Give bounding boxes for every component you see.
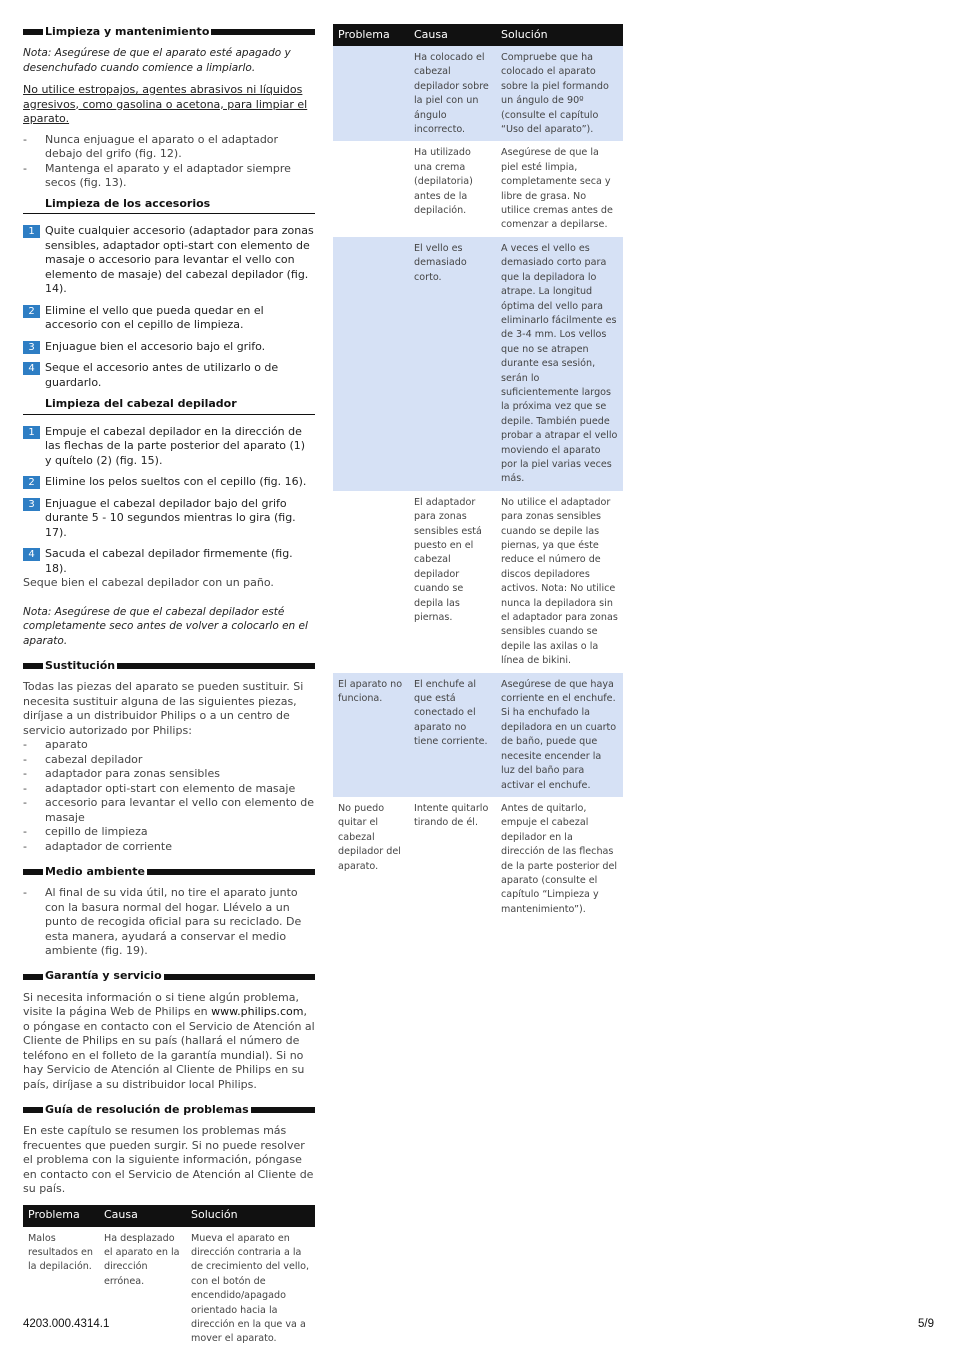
step-item: 3 Enjuague bien el accesorio bajo el grifo. [23, 340, 315, 355]
cell-problem [333, 491, 409, 673]
section-heading-warranty: Garantía y servicio [23, 969, 315, 985]
philips-link[interactable]: www.philips.com [211, 1005, 304, 1018]
list-item: - adaptador de corriente [23, 840, 315, 855]
cell-cause: El vello es demasiado corto. [409, 237, 496, 491]
list-item: - Mantenga el aparato y el adaptador siempre secos (fig. 13). [23, 162, 315, 191]
header-problem: Problema [333, 24, 409, 46]
note-cleaning: Nota: Asegúrese de que el aparato esté apagado y desenchufado cuando comience a limpiarlo. [23, 47, 291, 74]
cell-cause: Ha desplazado el aparato en la dirección errónea. [104, 1232, 180, 1287]
cell-problem: No puedo quitar el cabezal depilador del aparato. [338, 802, 401, 872]
section-heading-cleaning: Limpieza y mantenimiento [23, 24, 315, 40]
cell-cause: Ha colocado el cabezal depilador sobre la piel con un ángulo incorrecto. [409, 46, 496, 141]
list-item: - accesorio para levantar el vello con elemento de masaje [23, 796, 315, 825]
step-number: 1 [23, 225, 40, 238]
warranty-text: Si necesita información o si tiene algún problema, visite la página Web de Philips en www.philips.com, o póngase en contacto con el Servicio de Atención al Cliente de Philips en su país (hallará el número de teléfono en el folleto de la garantía mundial). Si no hay Servicio de Atención al Cliente de Philips en su país, diríjase a su distribuidor local Philips. [23, 990, 315, 1091]
list-item: - Al final de su vida útil, no tire el aparato junto con la basura normal del hogar. Llévelo a un punto de recogida oficial para su reciclado. De esta manera, ayudará a conservar el medio ambiente (fig. 19). [23, 886, 315, 959]
step-item: 2 Elimine el vello que pueda quedar en el accesorio con el cepillo de limpieza. [23, 304, 315, 333]
header-problem: Problema [23, 1205, 99, 1227]
left-column [23, 24, 315, 1350]
cell-problem: El aparato no funciona. [333, 673, 409, 797]
environment-list [23, 886, 315, 959]
cell-solution: A veces el vello es demasiado corto para que la depiladora lo atrape. La longitud óptima del vello para eliminarlo fácilmente es de 3-4 mm. Los vellos que no se atrapen durante esa sesión, serán lo suficientemente largos la próxima vez que se depile. También puede probar a atrapar el vello moviendo el aparato por la piel varias veces más. [496, 237, 623, 491]
step-number: 3 [23, 498, 40, 511]
list-item: - adaptador para zonas sensibles [23, 767, 315, 782]
replacement-text: Todas las piezas del aparato se pueden sustituir. Si necesita sustituir alguna de las siguientes piezas, diríjase a un distribuidor Philips o a un centro de servicio autorizado por Philips: [23, 680, 304, 737]
cell-solution: Antes de quitarlo, empuje el cabezal depilador en la dirección de las flechas de la parte posterior del aparato (consulte el capítulo “Limpieza y mantenimiento”). [501, 802, 618, 915]
step-number: 1 [23, 426, 40, 439]
cell-cause: El adaptador para zonas sensibles está puesto en el cabezal depilador cuando se depila las piernas. [414, 496, 482, 624]
header-cause: Causa [409, 24, 496, 46]
head-after-text: Seque bien el cabezal depilador con un paño. [23, 576, 274, 589]
list-item: - cepillo de limpieza [23, 825, 315, 840]
table-row [333, 46, 623, 141]
header-solution: Solución [496, 24, 623, 46]
subheading-epilating-head: Limpieza del cabezal depilador [23, 397, 315, 415]
section-heading-environment: Medio ambiente [23, 864, 315, 880]
cleaning-list [23, 133, 315, 191]
step-number: 3 [23, 341, 40, 354]
cell-problem [333, 141, 409, 236]
cell-solution: Asegúrese de que la piel esté limpia, completamente seca y libre de grasa. No utilice cremas antes de comenzar a depilarse. [501, 147, 613, 231]
cell-solution: No utilice el adaptador para zonas sensibles cuando se depile las piernas, ya que éste reduce el número de discos depiladores activos. Nota: No utilice nunca la depiladora sin el adaptador para zonas sensibles cuando se depile las axilas o la línea de bikini. [501, 496, 618, 667]
replacement-list [23, 738, 315, 854]
right-column [333, 24, 623, 921]
troubleshooting-table-right [333, 24, 623, 921]
step-item: 4 Sacuda el cabezal depilador firmemente (fig. 18). [23, 547, 315, 576]
table-row [333, 673, 623, 797]
step-number: 2 [23, 476, 40, 489]
step-number: 2 [23, 305, 40, 318]
step-number: 4 [23, 548, 40, 561]
table-row [333, 797, 623, 921]
step-item: 4 Seque el accesorio antes de utilizarlo o de guardarlo. [23, 361, 315, 390]
warning-cleaning: No utilice estropajos, agentes abrasivos ni líquidos agresivos, como gasolina o acetona, para limpiar el aparato. [23, 83, 308, 125]
section-heading-replacement: Sustitución [23, 658, 315, 674]
troubleshooting-text: En este capítulo se resumen los problemas más frecuentes que pueden surgir. Si no puede resolver el problema con la siguiente información, póngase en contacto con el Servicio de Atención al Cliente de su país. [23, 1124, 314, 1195]
page-number: 5/9 [918, 1318, 934, 1330]
accessories-steps [23, 224, 315, 390]
cell-cause: Intente quitarlo tirando de él. [414, 802, 489, 829]
step-item: 1 Empuje el cabezal depilador en la dirección de las flechas de la parte posterior del aparato (1) y quítelo (2) (fig. 15). [23, 425, 315, 469]
step-number: 4 [23, 362, 40, 375]
table-row [333, 141, 623, 236]
cell-problem: Malos resultados en la depilación. [28, 1232, 94, 1273]
table-row [333, 491, 623, 673]
head-steps [23, 425, 315, 577]
cell-cause: Ha utilizado una crema (depilatoria) antes de la depilación. [414, 147, 473, 217]
step-item: 1 Quite cualquier accesorio (adaptador para zonas sensibles, adaptador opti-start con elemento de masaje o accesorio para levantar el vello con elemento de masaje) del cabezal depilador (fig. 14). [23, 224, 315, 297]
cell-solution: Asegúrese de que haya corriente en el enchufe. Si ha enchufado la depiladora en un cuarto de baño, puede que necesite encender la luz del baño para activar el enchufe. [496, 673, 623, 797]
note-head: Nota: Asegúrese de que el cabezal depilador esté completamente seco antes de volver a colocarlo en el aparato. [23, 605, 308, 647]
section-heading-troubleshooting: Guía de resolución de problemas [23, 1102, 315, 1118]
cell-solution: Mueva el aparato en dirección contraria a la de crecimiento del vello, con el botón de encendido/apagado orientado hacia la dirección en la que va a mover el aparato. [191, 1232, 310, 1345]
cell-cause: El enchufe al que está conectado el aparato no tiene corriente. [409, 673, 496, 797]
step-item: 3 Enjuague el cabezal depilador bajo del grifo durante 5 - 10 segundos mientras lo gira (fig. 17). [23, 497, 315, 541]
step-item: 2 Elimine los pelos sueltos con el cepillo (fig. 16). [23, 475, 315, 490]
cell-solution: Compruebe que ha colocado el aparato sobre la piel formando un ángulo de 90º (consulte el capítulo “Uso del aparato”). [496, 46, 623, 141]
list-item: - adaptador opti-start con elemento de masaje [23, 782, 315, 797]
header-cause: Causa [99, 1205, 186, 1227]
table-row [333, 237, 623, 491]
list-item: - aparato [23, 738, 315, 753]
list-item: - Nunca enjuague el aparato o el adaptador debajo del grifo (fig. 12). [23, 133, 315, 162]
list-item: - cabezal depilador [23, 753, 315, 768]
document-code: 4203.000.4314.1 [23, 1318, 110, 1330]
subheading-accessories: Limpieza de los accesorios [23, 197, 315, 215]
header-solution: Solución [186, 1205, 315, 1227]
cell-problem [333, 46, 409, 141]
cell-problem [333, 237, 409, 491]
